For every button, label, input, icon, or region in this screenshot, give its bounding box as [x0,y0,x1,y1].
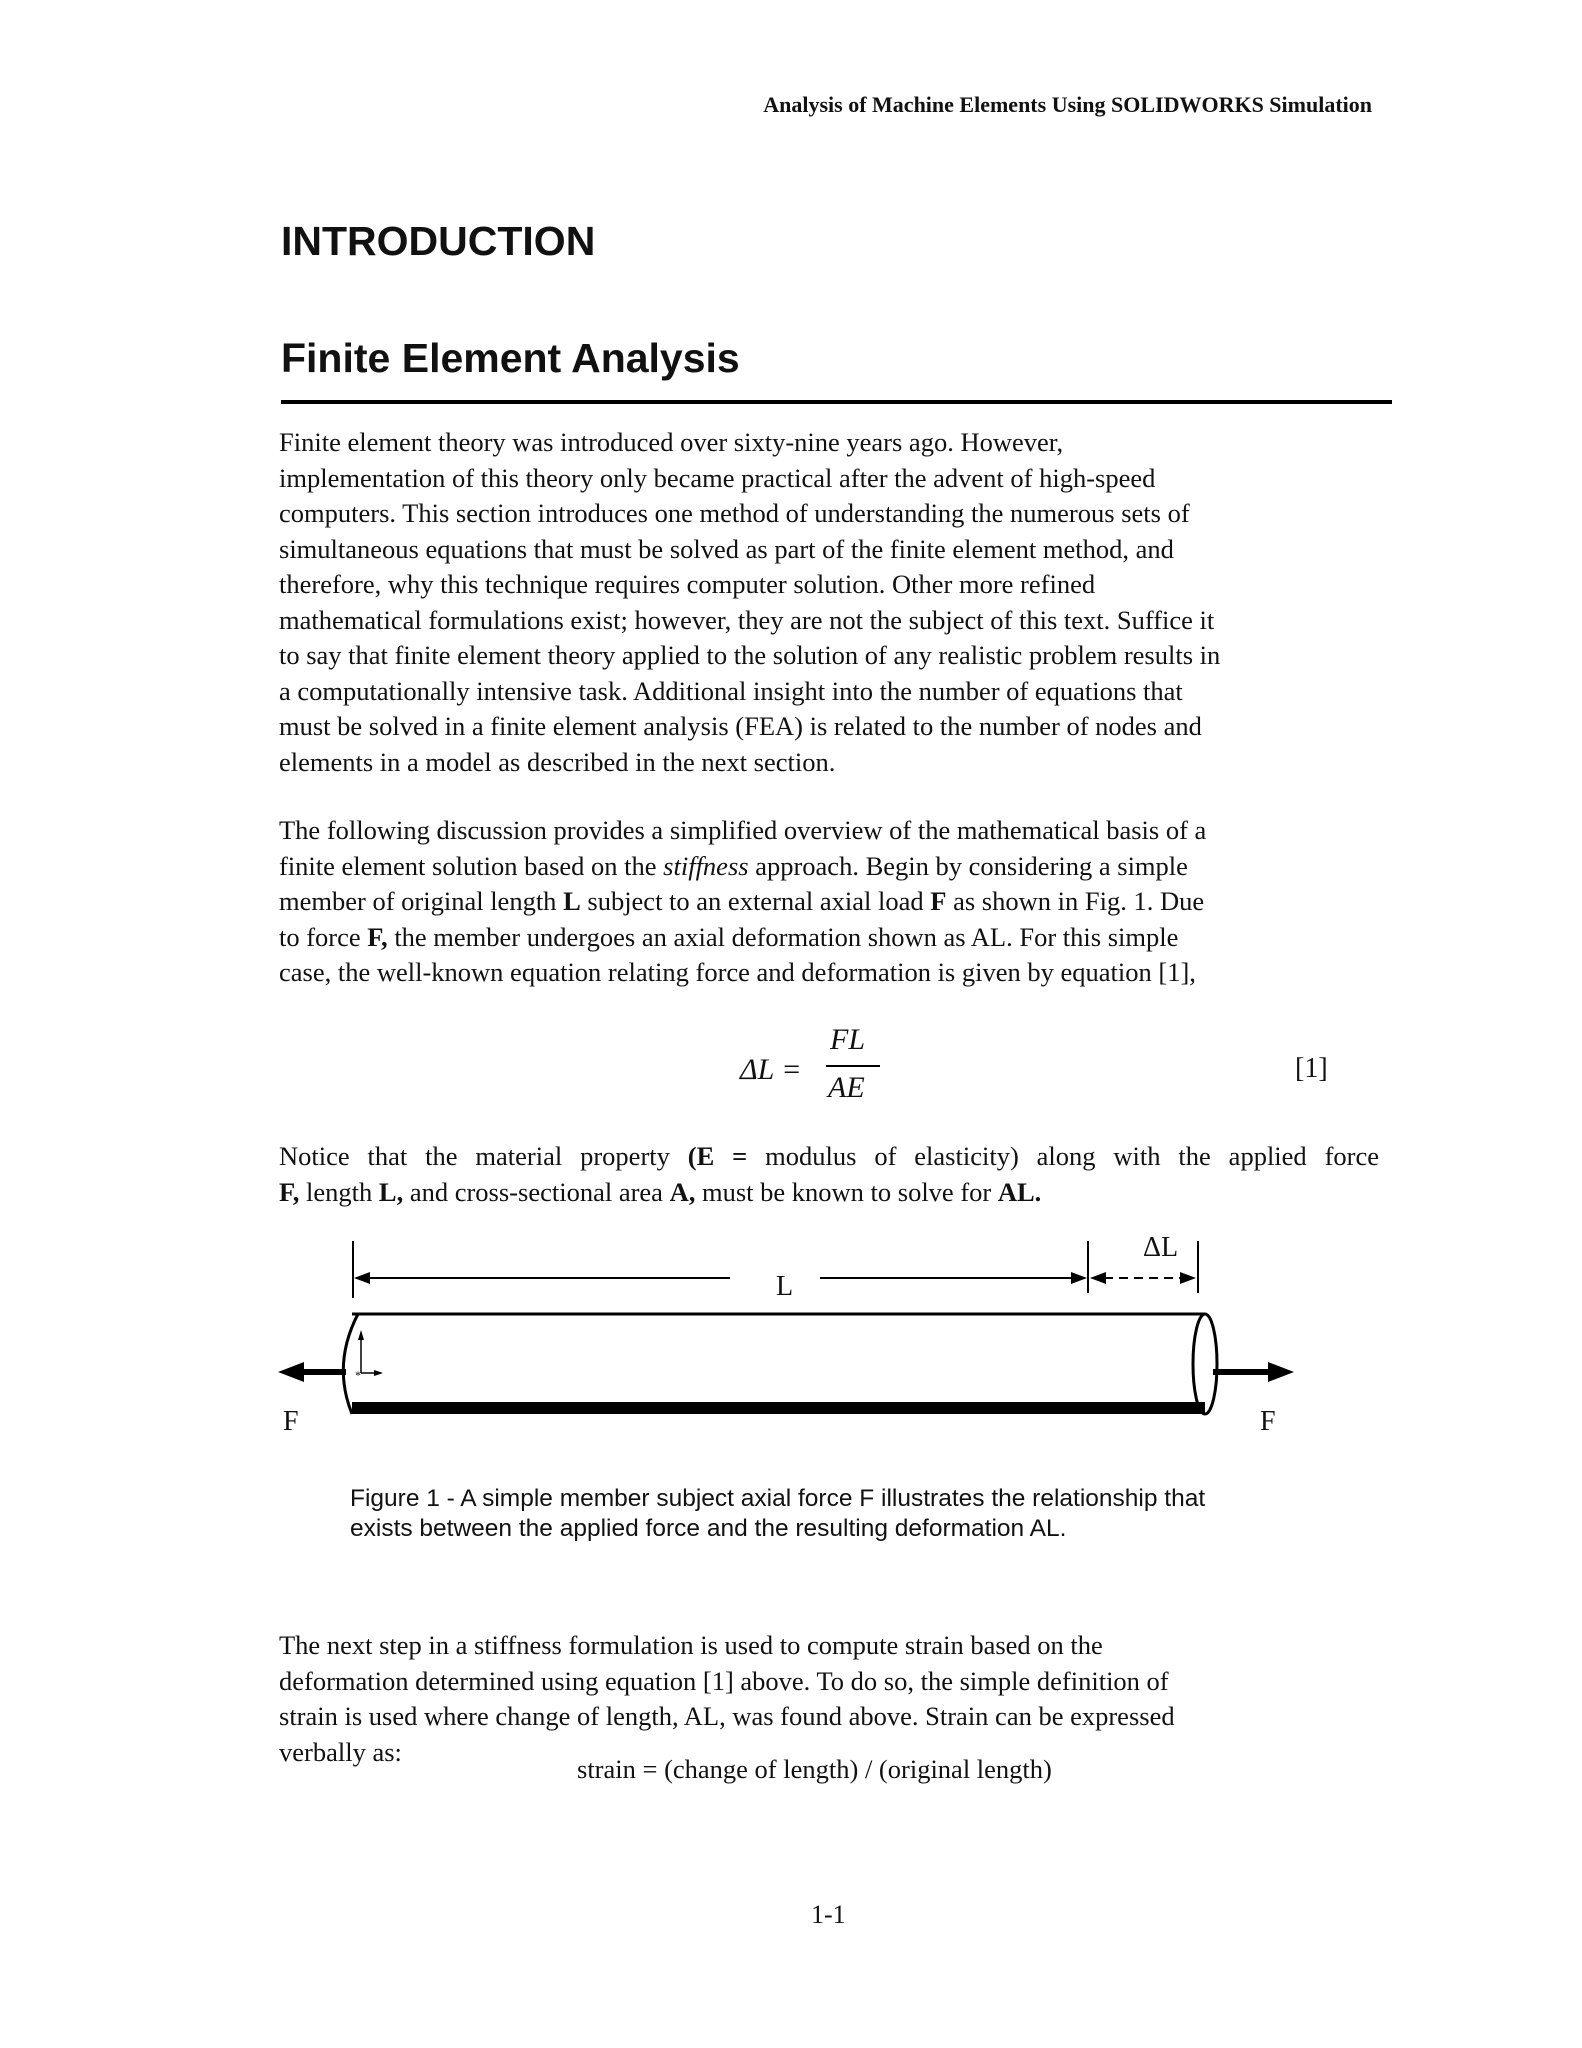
equation-numerator: FL [830,1023,866,1056]
axis-origin-mark: * [355,1368,361,1382]
figure-caption [350,1484,1290,1544]
text-line: verbally as: [279,1736,402,1767]
axis-y-arrow [358,1330,364,1340]
text-line: The next step in a stiffness formulation is used to compute strain based on the [279,1630,1103,1660]
text-line: member of original length L subject to an external axial load F as shown in Fig. 1. Due [279,886,1205,916]
bold-symbol: F, [279,1176,300,1207]
text-line: elements in a model as described in the next section. [279,746,836,777]
figure-axial-member [270,1232,1310,1458]
label-delta-length: ΔL [1143,1232,1179,1263]
equation-lhs: ΔL = [740,1053,802,1086]
text-line: Finite element theory was introduced over sixty-nine years ago. However, [279,427,1064,457]
equation-denominator: AE [828,1071,865,1104]
paragraph-material-property: Notice that the material property (E = modulus of elasticity) along with the applied force F, length L, and cross-sectional area A, must be known to solve for AL. [279,1139,1379,1210]
delta-arrow-right [1180,1272,1196,1284]
text-line: case, the well-known equation relating force and deformation is given by equation [1], [279,957,1196,987]
length-arrow-right [1071,1272,1087,1284]
bold-symbol: A, [669,1176,696,1207]
bold-symbol: AL. [997,1176,1042,1207]
equation-number: [1] [1295,1053,1328,1084]
member-right-end [1193,1314,1217,1414]
section-divider [281,400,1392,404]
label-length: L [776,1271,794,1302]
delta-arrow-left [1090,1272,1106,1284]
paragraph-fea-history [279,425,1359,780]
paragraph-stiffness-overview [279,813,1359,991]
equation-deformation [740,1023,900,1113]
force-arrow-left-head [278,1362,304,1382]
label-force-right: F [1260,1406,1276,1437]
text-line: computers. This section introduces one method of understanding the numerous sets of [279,498,1190,528]
text-line: to say that finite element theory applied to the solution of any realistic problem results in [279,640,1221,670]
text-line: must be solved in a finite element analysis (FEA) is related to the number of nodes and [279,711,1202,741]
text-line: F, length L, and cross-sectional area A, must be known to solve for AL. [279,1176,1042,1207]
label-force-left: F [283,1406,299,1437]
strain-equation: strain = (change of length) / (original length) [577,1754,1052,1784]
running-header: Analysis of Machine Elements Using SOLIDWORKS Simulation [763,92,1372,117]
bold-symbol: L, [378,1176,404,1207]
bold-symbol: (E = [687,1141,748,1171]
page-number: 1-1 [811,1900,846,1929]
length-arrow-left [354,1272,370,1284]
bold-symbol: L [563,886,581,916]
caption-line: Figure 1 - A simple member subject axial force F illustrates the relationship that [350,1485,1206,1512]
member-bottom-edge [352,1402,1205,1414]
bold-symbol: F, [367,921,388,952]
text-line: therefore, why this technique requires computer solution. Other more refined [279,569,1096,599]
text-line: a computationally intensive task. Additional insight into the number of equations that [279,675,1183,706]
caption-line: exists between the applied force and the resulting deformation AL. [350,1515,1067,1542]
text-line: mathematical formulations exist; however, they are not the subject of this text. Suffice it [279,604,1215,635]
text-line: strain is used where change of length, AL, was found above. Strain can be expressed [279,1701,1175,1731]
italic-term: stiffness [663,850,749,881]
paragraph-strain [279,1628,1359,1770]
text-line: deformation determined using equation [1] above. To do so, the simple definition of [279,1665,1169,1696]
text-line: finite element solution based on the stiffness approach. Begin by considering a simple [279,850,1188,881]
section-title: Finite Element Analysis [281,335,740,381]
member-left-end [343,1314,358,1414]
bold-symbol: F [930,886,947,916]
axis-x-arrow [374,1370,383,1376]
text-line: implementation of this theory only became practical after the advent of high-speed [279,462,1156,493]
fraction-bar [826,1065,880,1067]
force-arrow-right-head [1268,1362,1294,1382]
text-line: The following discussion provides a simplified overview of the mathematical basis of a [279,815,1207,845]
text-line: simultaneous equations that must be solved as part of the finite element method, and [279,533,1174,564]
chapter-title: INTRODUCTION [281,218,596,264]
text-line: to force F, the member undergoes an axial deformation shown as AL. For this simple [279,921,1179,952]
